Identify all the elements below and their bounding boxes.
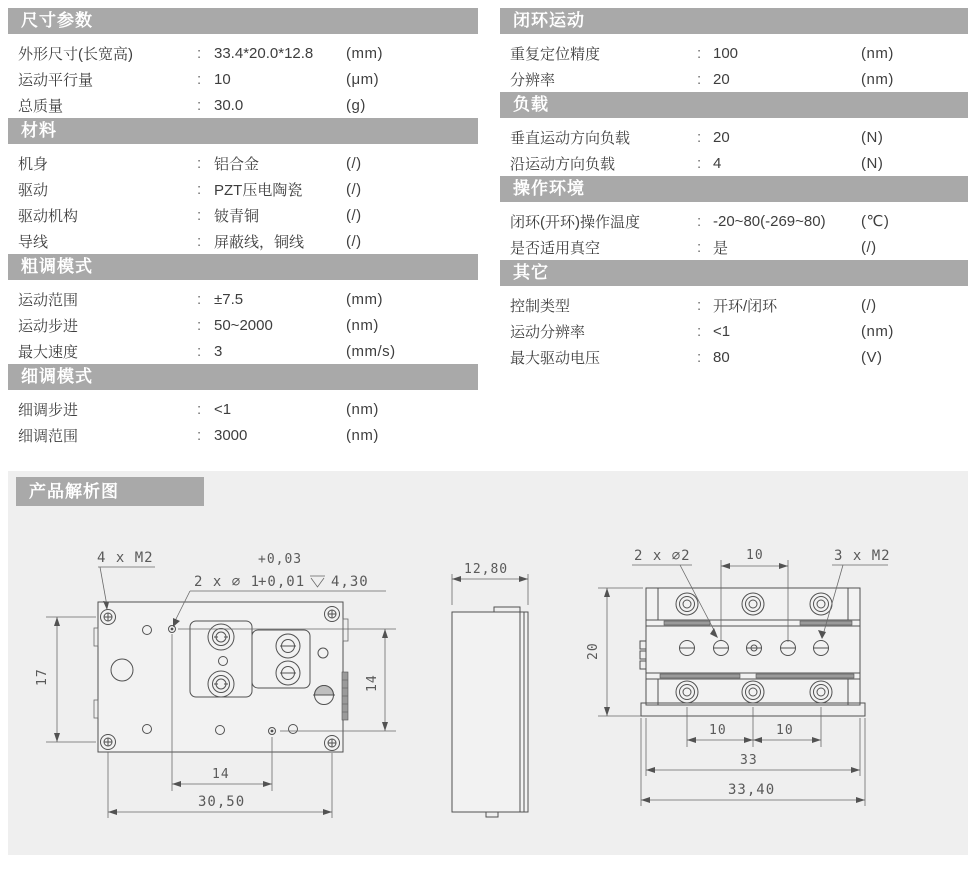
table-row [500, 124, 968, 150]
svg-text:10: 10 [709, 723, 727, 738]
row-value: ±7.5 [214, 290, 244, 308]
tolerance-lower-label: +0,01 [258, 574, 306, 590]
tolerance-upper-label: +0,03 [258, 552, 303, 567]
spec-table-left [8, 8, 478, 448]
row-unit: (mm) [346, 290, 383, 308]
table-row [8, 422, 478, 448]
row-label: 运动平行量 [18, 71, 94, 89]
row-colon: : [197, 400, 202, 418]
svg-text:10: 10 [746, 548, 764, 563]
d2-label: 2 x ⌀2 [634, 548, 691, 564]
section-header-coarse-mode: 粗调模式 [8, 254, 478, 280]
row-value: 是 [713, 239, 729, 257]
table-row [500, 292, 968, 318]
row-value: 开环/闭环 [713, 297, 778, 315]
row-label: 外形尺寸(长宽高) [18, 45, 133, 63]
row-colon: : [697, 44, 702, 62]
table-row [8, 228, 478, 254]
row-unit: (μm) [346, 70, 380, 88]
row-unit: (℃) [861, 213, 890, 230]
row-label: 运动范围 [18, 291, 79, 309]
depth-value-label: 4,30 [331, 574, 369, 590]
row-value: 33.4*20.0*12.8 [214, 44, 314, 62]
row-value: 10 [214, 70, 231, 88]
row-value: 50~2000 [214, 316, 273, 334]
section-header-fine-mode: 细调模式 [8, 364, 478, 390]
svg-text:30,50: 30,50 [198, 794, 246, 810]
row-colon: : [697, 70, 702, 88]
row-value: -20~80(-269~80) [713, 212, 826, 230]
table-row [8, 176, 478, 202]
row-label: 分辨率 [510, 71, 556, 89]
row-colon: : [697, 296, 702, 314]
row-unit: (nm) [346, 400, 379, 418]
row-value: 100 [713, 44, 739, 62]
row-colon: : [197, 426, 202, 444]
row-colon: : [697, 128, 702, 146]
row-colon: : [197, 154, 202, 172]
row-colon: : [697, 238, 702, 256]
svg-text:20: 20 [586, 642, 601, 660]
row-unit: (nm) [861, 70, 894, 88]
svg-text:10: 10 [776, 723, 794, 738]
svg-text:14: 14 [365, 674, 380, 692]
row-label: 机身 [18, 155, 49, 173]
svg-text:14: 14 [212, 767, 230, 782]
row-label: 总质量 [18, 97, 64, 115]
row-value: 4 [713, 154, 722, 172]
row-colon: : [697, 212, 702, 230]
m2-top-label: 3 x M2 [834, 548, 891, 564]
table-row [8, 40, 478, 66]
row-label: 闭环(开环)操作温度 [510, 213, 640, 231]
section-header-environment: 操作环境 [500, 176, 968, 202]
row-unit: (N) [861, 128, 884, 146]
row-label: 沿运动方向负载 [510, 155, 616, 173]
row-unit: (/) [346, 180, 362, 198]
row-value: 铍青铜 [214, 207, 260, 225]
table-row [500, 150, 968, 176]
row-value: 30.0 [214, 96, 244, 114]
m2-front-label: 4 x M2 [97, 550, 154, 566]
row-colon: : [197, 180, 202, 198]
row-colon: : [197, 206, 202, 224]
row-value: 屏蔽线，铜线 [214, 233, 305, 251]
diagram-panel [8, 471, 968, 855]
row-label: 细调步进 [18, 401, 79, 419]
row-colon: : [197, 44, 202, 62]
row-unit: (mm/s) [346, 342, 396, 360]
section-header-closed-loop: 闭环运动 [500, 8, 968, 34]
row-label: 是否适用真空 [510, 239, 601, 257]
table-row [8, 66, 478, 92]
svg-text:33,40: 33,40 [728, 782, 776, 798]
row-value: 3 [214, 342, 223, 360]
table-row [8, 92, 478, 118]
row-value: 20 [713, 70, 730, 88]
section-header-load: 负载 [500, 92, 968, 118]
row-unit: (V) [861, 348, 883, 366]
table-row [500, 344, 968, 370]
table-row [8, 396, 478, 422]
svg-text:33: 33 [740, 753, 758, 768]
table-row [500, 234, 968, 260]
table-row [500, 208, 968, 234]
diagram-title: 产品解析图 [16, 477, 204, 506]
row-unit: (/) [346, 232, 362, 250]
table-row [500, 66, 968, 92]
row-label: 驱动机构 [18, 207, 79, 225]
row-value: 铝合金 [214, 155, 260, 173]
row-unit: (g) [346, 96, 366, 114]
row-colon: : [697, 154, 702, 172]
row-value: 80 [713, 348, 730, 366]
row-label: 最大速度 [18, 343, 79, 361]
row-value: 20 [713, 128, 730, 146]
row-value: PZT压电陶瓷 [214, 181, 303, 199]
row-label: 运动分辨率 [510, 323, 586, 341]
row-unit: (nm) [861, 322, 894, 340]
spec-table-right [500, 8, 968, 370]
row-colon: : [197, 342, 202, 360]
row-colon: : [197, 290, 202, 308]
row-value: <1 [214, 400, 232, 418]
row-unit: (nm) [346, 316, 379, 334]
row-value: <1 [713, 322, 731, 340]
row-colon: : [197, 70, 202, 88]
row-unit: (nm) [861, 44, 894, 62]
row-label: 运动步进 [18, 317, 79, 335]
row-colon: : [197, 96, 202, 114]
row-label: 细调范围 [18, 427, 79, 445]
table-row [8, 202, 478, 228]
hole-callout-label: 2 x ⌀ 1 [194, 574, 261, 590]
row-colon: : [197, 316, 202, 334]
row-unit: (N) [861, 154, 884, 172]
row-unit: (/) [346, 154, 362, 172]
row-label: 驱动 [18, 181, 49, 199]
row-label: 重复定位精度 [510, 45, 601, 63]
section-header-material: 材料 [8, 118, 478, 144]
table-row [500, 318, 968, 344]
svg-text:17: 17 [35, 668, 50, 686]
table-row [8, 150, 478, 176]
row-colon: : [697, 348, 702, 366]
row-label: 控制类型 [510, 297, 571, 315]
table-row [8, 338, 478, 364]
row-unit: (mm) [346, 44, 383, 62]
table-row [8, 286, 478, 312]
row-colon: : [697, 322, 702, 340]
row-label: 导线 [18, 233, 49, 251]
row-unit: (/) [861, 238, 877, 256]
table-row [500, 40, 968, 66]
row-unit: (/) [346, 206, 362, 224]
section-header-dimensions: 尺寸参数 [8, 8, 478, 34]
row-label: 垂直运动方向负载 [510, 129, 631, 147]
row-label: 最大驱动电压 [510, 349, 601, 367]
table-row [8, 312, 478, 338]
row-unit: (/) [861, 296, 877, 314]
row-colon: : [197, 232, 202, 250]
row-unit: (nm) [346, 426, 379, 444]
section-header-other: 其它 [500, 260, 968, 286]
row-value: 3000 [214, 426, 248, 444]
svg-text:12,80: 12,80 [464, 562, 509, 577]
